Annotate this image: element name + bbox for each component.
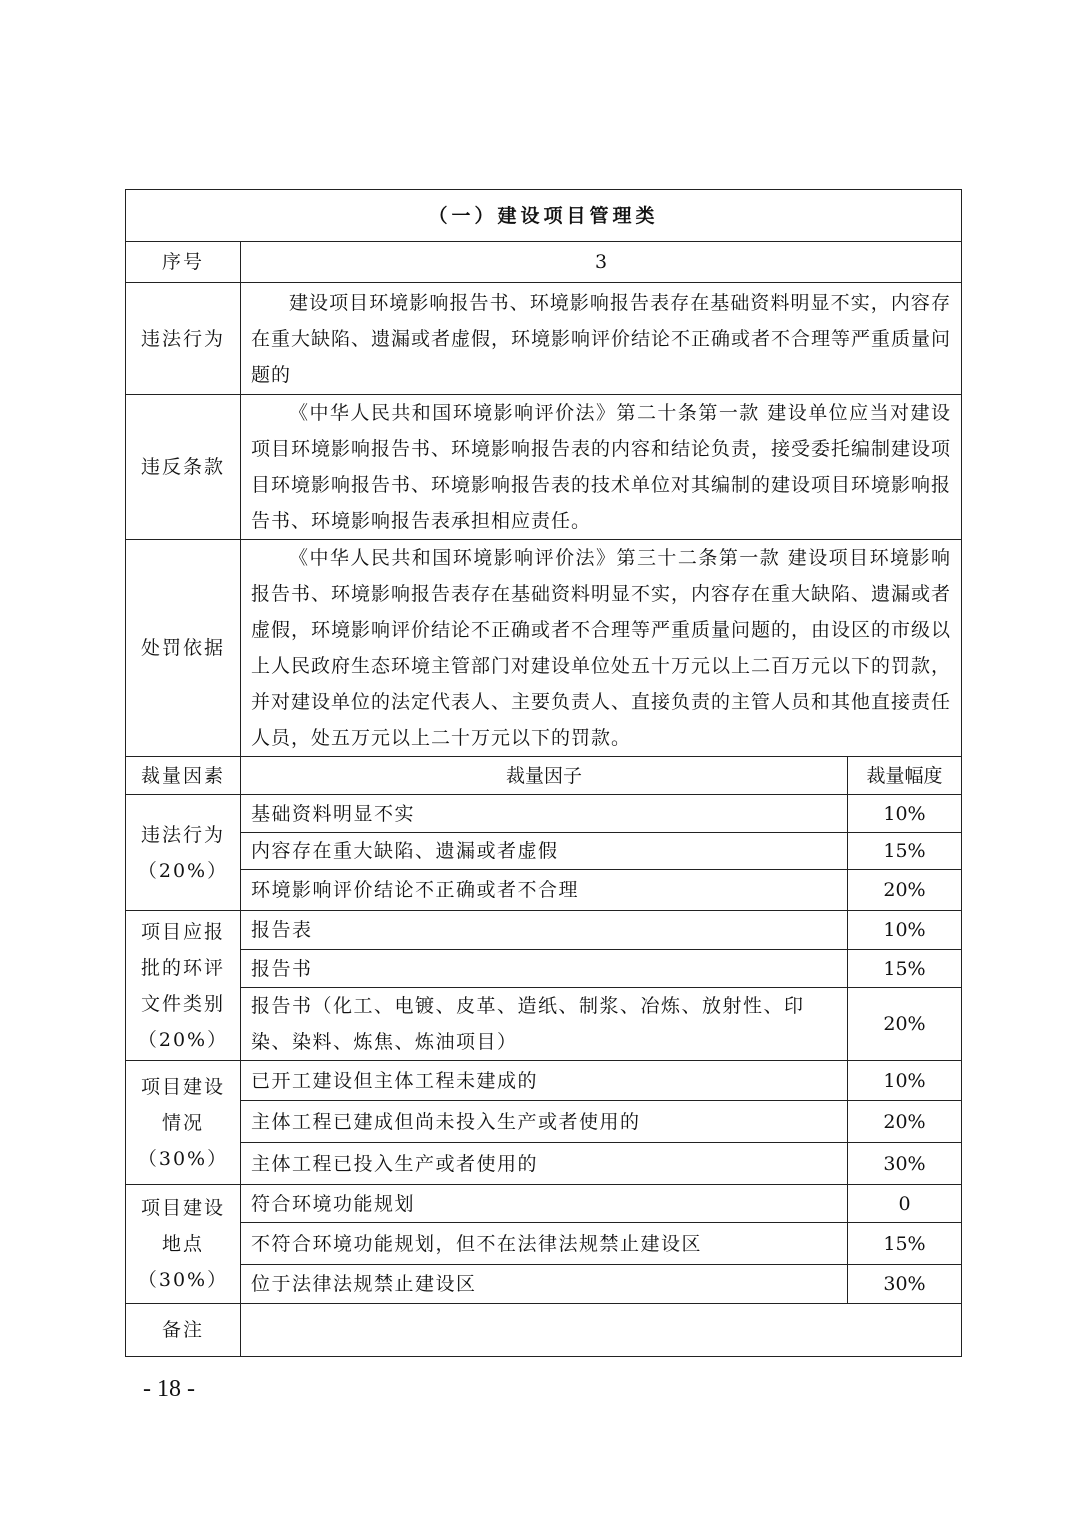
violation-text: 建设项目环境影响报告书、环境影响报告表存在基础资料明显不实，内容存在重大缺陷、遗漏或者虚假，环境影响评价结论不正确或者不合理等严重质量问题的 xyxy=(251,291,952,386)
discretion-item-header: 裁量因子 xyxy=(241,757,848,795)
serial-label: 序号 xyxy=(126,242,241,283)
factor-value: 20% xyxy=(848,870,962,911)
factor-item: 环境影响评价结论不正确或者不合理 xyxy=(241,870,848,911)
group-label-construction-status: 项目建设情况（30%） xyxy=(126,1061,241,1185)
remark-value xyxy=(241,1304,962,1357)
serial-value: 3 xyxy=(241,242,962,283)
factor-item: 符合环境功能规划 xyxy=(241,1185,848,1223)
violation-text-cell xyxy=(241,283,962,395)
clause-text: 《中华人民共和国环境影响评价法》第二十条第一款 建设单位应当对建设项目环境影响报告书、环境影响报告表的内容和结论负责，接受委托编制建设项目环境影响报告书、环境影响报告表的技术单位对其编制的建设项目环境影响报告书、环境影响报告表承担相应责任。 xyxy=(251,402,952,532)
factor-item: 已开工建设但主体工程未建成的 xyxy=(241,1061,848,1101)
factor-value: 30% xyxy=(848,1265,962,1304)
factor-item: 报告书（化工、电镀、皮革、造纸、制浆、冶炼、放射性、印染、染料、炼焦、炼油项目） xyxy=(241,988,848,1061)
factor-item: 报告书 xyxy=(241,950,848,988)
discretion-range-header: 裁量幅度 xyxy=(848,757,962,795)
group-label-violation: 违法行为（20%） xyxy=(126,795,241,911)
factor-item: 主体工程已投入生产或者使用的 xyxy=(241,1143,848,1185)
page-number: - 18 - xyxy=(143,1376,195,1402)
factor-item: 位于法律法规禁止建设区 xyxy=(241,1265,848,1304)
factor-value: 0 xyxy=(848,1185,962,1223)
factor-value: 15% xyxy=(848,833,962,870)
clause-text-cell xyxy=(241,395,962,540)
factor-value: 20% xyxy=(848,988,962,1061)
factor-value: 10% xyxy=(848,795,962,833)
group-label-construction-site: 项目建设地点（30%） xyxy=(126,1185,241,1304)
penalty-basis-label: 处罚依据 xyxy=(126,540,241,757)
discretion-factor-header: 裁量因素 xyxy=(126,757,241,795)
factor-value: 15% xyxy=(848,950,962,988)
factor-item: 不符合环境功能规划，但不在法律法规禁止建设区 xyxy=(241,1223,848,1265)
violation-label: 违法行为 xyxy=(126,283,241,395)
penalty-basis-text: 《中华人民共和国环境影响评价法》第三十二条第一款 建设项目环境影响报告书、环境影响报告表存在基础资料明显不实，内容存在重大缺陷、遗漏或者虚假，环境影响评价结论不正确或者不合理等严重质量问题的，由设区的市级以上人民政府生态环境主管部门对建设单位处五十万元以上二百万元以下的罚款，并对建设单位的法定代表人、主要负责人、直接负责的主管人员和其他直接责任人员，处五万元以上二十万元以下的罚款。 xyxy=(251,547,952,749)
penalty-standard-table xyxy=(125,189,962,1357)
remark-label: 备注 xyxy=(126,1304,241,1357)
factor-item: 报告表 xyxy=(241,911,848,950)
factor-item: 基础资料明显不实 xyxy=(241,795,848,833)
factor-item: 内容存在重大缺陷、遗漏或者虚假 xyxy=(241,833,848,870)
clause-label: 违反条款 xyxy=(126,395,241,540)
factor-value: 10% xyxy=(848,911,962,950)
factor-value: 30% xyxy=(848,1143,962,1185)
factor-item: 主体工程已建成但尚未投入生产或者使用的 xyxy=(241,1101,848,1143)
factor-value: 20% xyxy=(848,1101,962,1143)
penalty-basis-text-cell xyxy=(241,540,962,757)
factor-value: 10% xyxy=(848,1061,962,1101)
table-title: （一）建设项目管理类 xyxy=(126,190,962,242)
group-label-document-type: 项目应报批的环评文件类别（20%） xyxy=(126,911,241,1061)
factor-value: 15% xyxy=(848,1223,962,1265)
